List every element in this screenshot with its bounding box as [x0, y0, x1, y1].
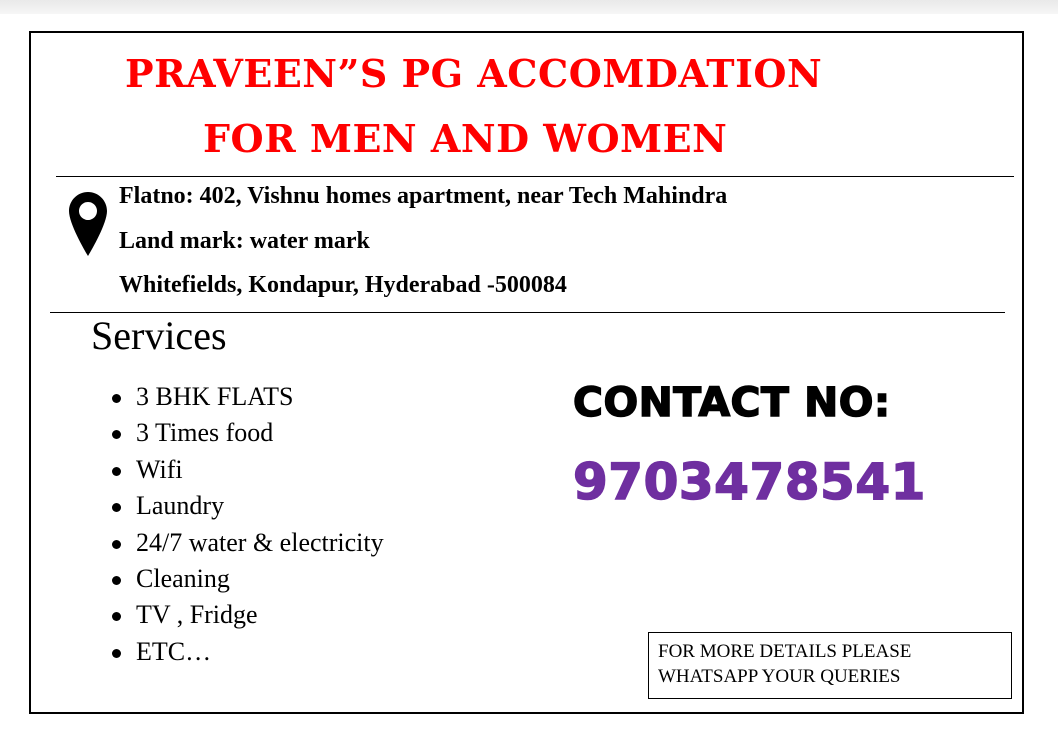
service-item: Laundry — [109, 488, 384, 524]
title-line-2: FOR MEN AND WOMEN — [203, 116, 728, 161]
services-heading: Services — [91, 313, 227, 358]
service-item: Cleaning — [109, 561, 384, 597]
whatsapp-note-box — [648, 632, 1012, 699]
service-item: ETC… — [109, 634, 384, 670]
address-landmark: Land mark: water mark — [119, 228, 370, 254]
service-item: TV , Fridge — [109, 597, 384, 633]
flyer-page — [29, 31, 1024, 714]
service-item: Wifi — [109, 452, 384, 488]
note-line-1: FOR MORE DETAILS PLEASE — [658, 641, 912, 662]
service-item: 3 BHK FLATS — [109, 379, 384, 415]
contact-number: 9703478541 — [573, 453, 926, 511]
title-line-1: PRAVEEN”S PG ACCOMDATION — [125, 51, 823, 96]
note-line-2: WHATSAPP YOUR QUERIES — [658, 666, 901, 687]
address-line-1: Flatno: 402, Vishnu homes apartment, near Tech Mahindra — [119, 183, 728, 209]
viewer-top-bar — [0, 0, 1058, 14]
address-line-3: Whitefields, Kondapur, Hyderabad -500084 — [119, 272, 567, 298]
services-list — [109, 379, 384, 670]
contact-label: CONTACT NO: — [573, 380, 891, 426]
divider-top — [56, 176, 1014, 177]
service-item: 3 Times food — [109, 415, 384, 451]
location-pin-icon — [68, 191, 108, 257]
service-item: 24/7 water & electricity — [109, 525, 384, 561]
